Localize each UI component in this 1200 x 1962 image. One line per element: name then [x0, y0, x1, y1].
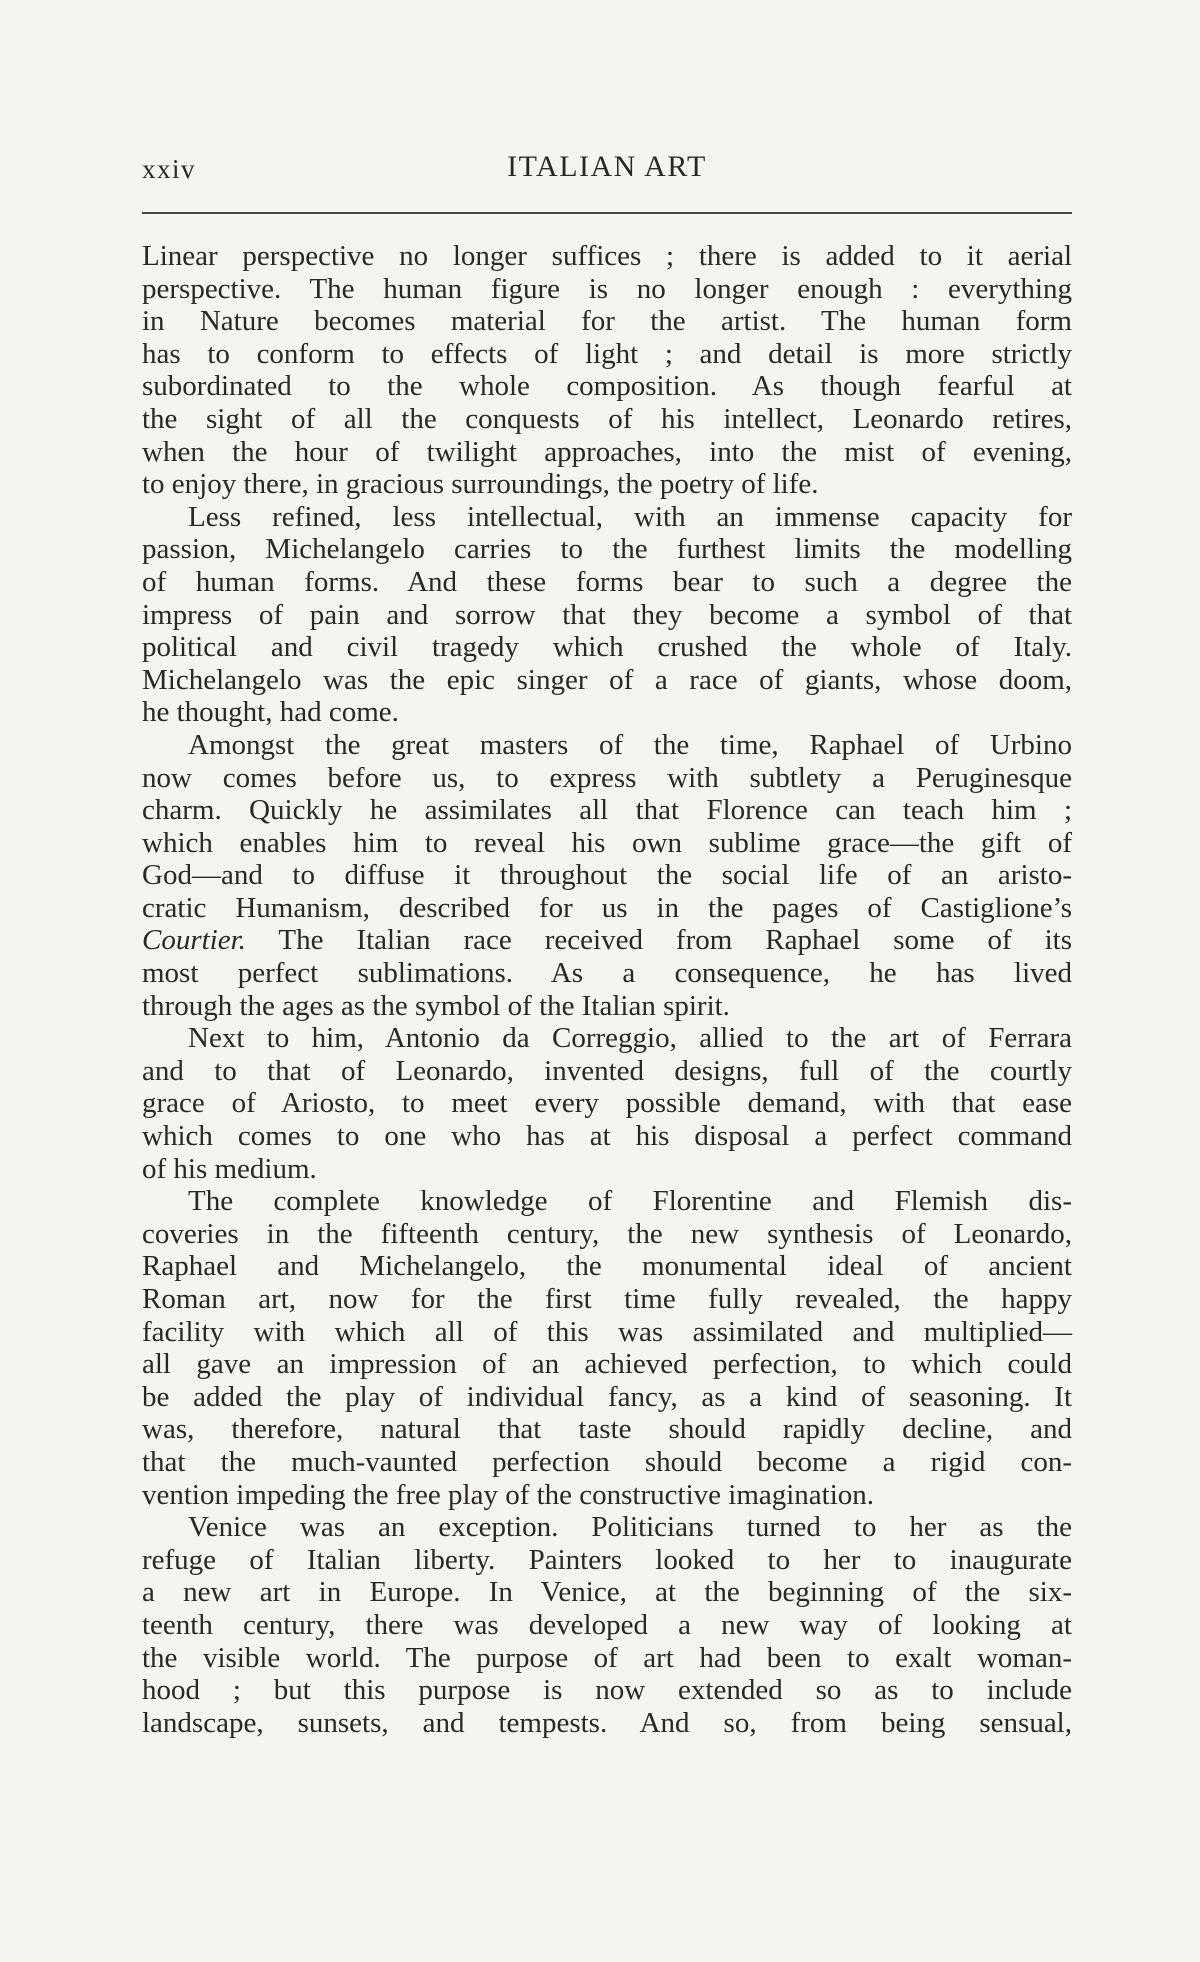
text-line: refuge of Italian liberty. Painters looked to her to inaugurate: [142, 1543, 1072, 1576]
text-line: Next to him, Antonio da Correggio, allied to the art of Ferrara: [188, 1022, 1072, 1055]
text-line: passion, Michelangelo carries to the furthest limits the modelling: [142, 533, 1072, 566]
text-line: when the hour of twilight approaches, into the mist of evening,: [142, 435, 1072, 468]
text-line: that the much-vaunted perfection should become a rigid con-: [142, 1445, 1072, 1478]
text-line: Less refined, less intellectual, with an immense capacity for: [188, 500, 1072, 533]
text-line: Raphael and Michelangelo, the monumental ideal of ancient: [142, 1250, 1072, 1283]
text-line: the sight of all the conquests of his intellect, Leonardo retires,: [142, 402, 1072, 435]
text-line: [142, 924, 1072, 957]
text-line: Venice was an exception. Politicians turned to her as the: [188, 1511, 1072, 1544]
text-line: the visible world. The purpose of art had been to exalt woman-: [142, 1641, 1072, 1674]
text-line: and to that of Leonardo, invented designs, full of the courtly: [142, 1054, 1072, 1087]
paragraph-2: [142, 501, 1072, 729]
italic-title: Courtier.: [142, 924, 246, 957]
text-line: of his medium.: [142, 1152, 317, 1185]
text-line: has to conform to effects of light ; and detail is more strictly: [142, 337, 1072, 370]
paragraph-6: [142, 1511, 1072, 1739]
text-line: hood ; but this purpose is now extended so as to include: [142, 1674, 1072, 1707]
text-line: Michelangelo was the epic singer of a race of giants, whose doom,: [142, 663, 1072, 696]
running-head: [142, 150, 1072, 194]
text-line: Amongst the great masters of the time, Raphael of Urbino: [188, 728, 1072, 761]
text-line: now comes before us, to express with subtlety a Peruginesque: [142, 761, 1072, 794]
text-line: of human forms. And these forms bear to such a degree the: [142, 565, 1072, 598]
paragraph-5: [142, 1185, 1072, 1511]
text-line: all gave an impression of an achieved perfection, to which could: [142, 1348, 1072, 1381]
header-rule: [142, 212, 1072, 214]
text-line: to enjoy there, in gracious surroundings, the poetry of life.: [142, 468, 819, 501]
paragraph-3: [142, 729, 1072, 1022]
text-line: coveries in the fifteenth century, the new synthesis of Leonardo,: [142, 1217, 1072, 1250]
text-line: through the ages as the symbol of the Italian spirit.: [142, 989, 730, 1022]
text-line: subordinated to the whole composition. As though fearful at: [142, 370, 1072, 403]
text-line: The complete knowledge of Florentine and Flemish dis-: [188, 1185, 1072, 1218]
body-text: [142, 240, 1072, 1739]
text-line: in Nature becomes material for the artist. The human form: [142, 305, 1072, 338]
text-line: which comes to one who has at his disposal a perfect command: [142, 1120, 1072, 1153]
paragraph-4: [142, 1022, 1072, 1185]
text-line: was, therefore, natural that taste should rapidly decline, and: [142, 1413, 1072, 1446]
text-line: which enables him to reveal his own sublime grace—the gift of: [142, 826, 1072, 859]
text-line: Roman art, now for the first time fully revealed, the happy: [142, 1283, 1072, 1315]
text-line: political and civil tragedy which crushed the whole of Italy.: [142, 631, 1072, 664]
text-line: most perfect sublimations. As a consequence, he has lived: [142, 957, 1072, 990]
text-line: impress of pain and sorrow that they become a symbol of that: [142, 598, 1072, 631]
text-fragment: The Italian race received from Raphael some of its: [245, 924, 1072, 957]
running-title: ITALIAN ART: [507, 150, 707, 183]
text-line: teenth century, there was developed a new way of looking at: [142, 1608, 1072, 1641]
text-line: perspective. The human figure is no longer enough : everything: [142, 272, 1072, 305]
text-line: Linear perspective no longer suffices ; there is added to it aerial: [142, 240, 1072, 272]
text-line: cratic Humanism, described for us in the pages of Castiglione’s: [142, 891, 1072, 924]
text-line: facility with which all of this was assimilated and multiplied—: [142, 1315, 1072, 1348]
text-line: landscape, sunsets, and tempests. And so, from being sensual,: [142, 1706, 1072, 1739]
text-line: be added the play of individual fancy, as a kind of seasoning. It: [142, 1380, 1072, 1413]
text-line: he thought, had come.: [142, 696, 399, 729]
page-number: xxiv: [142, 154, 197, 184]
text-line: a new art in Europe. In Venice, at the beginning of the six-: [142, 1576, 1072, 1609]
text-line: charm. Quickly he assimilates all that Florence can teach him ;: [142, 794, 1072, 827]
text-line: vention impeding the free play of the constructive imagination.: [142, 1478, 875, 1511]
paragraph-1: [142, 240, 1072, 501]
text-line: grace of Ariosto, to meet every possible demand, with that ease: [142, 1087, 1072, 1120]
text-line: God—and to diffuse it throughout the social life of an aristo-: [142, 859, 1072, 892]
